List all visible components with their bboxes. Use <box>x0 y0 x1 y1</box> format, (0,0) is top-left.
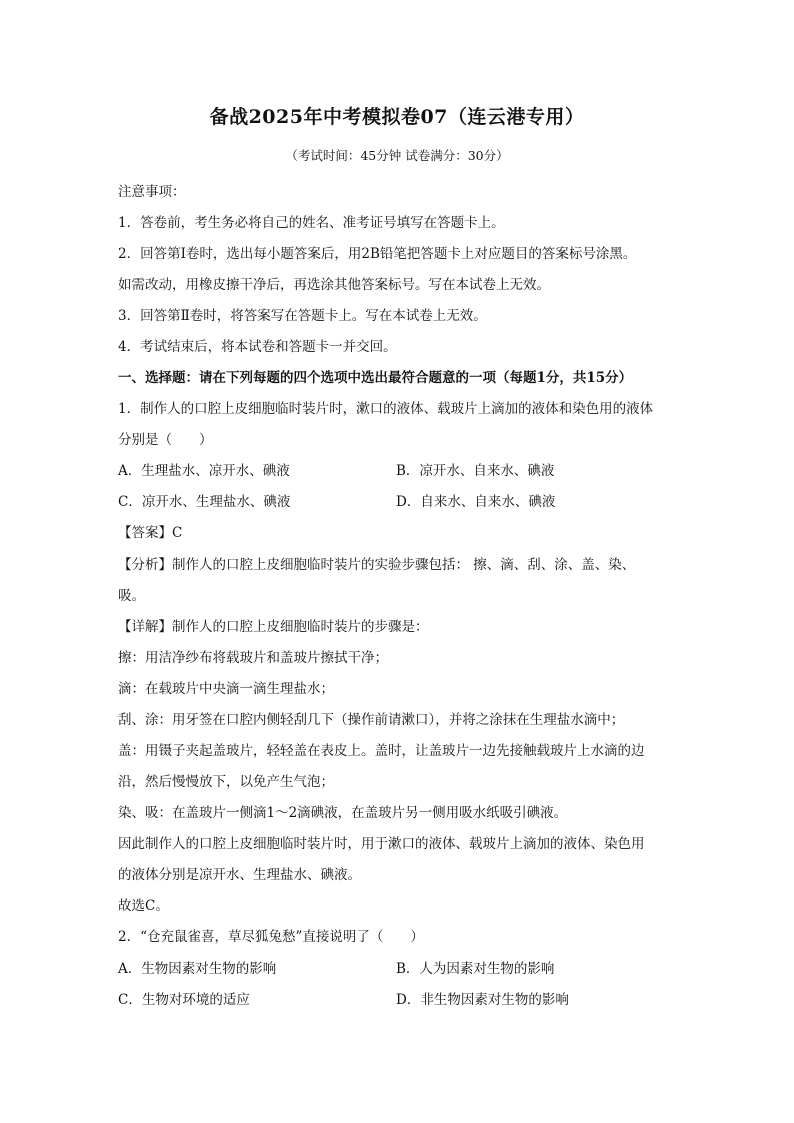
notice-item: 如需改动，用橡皮擦干净后，再选涂其他答案标号。写在本试卷上无效。 <box>118 277 550 293</box>
notice-item: 1．答卷前，考生务必将自己的姓名、准考证号填写在答题卡上。 <box>118 215 505 231</box>
detail-line: 因此制作人的口腔上皮细胞临时装片时，用于漱口的液体、载玻片上滴加的液体、染色用 <box>118 836 645 852</box>
detail-line: 擦：用洁净纱布将载玻片和盖玻片擦拭干净； <box>118 650 388 666</box>
detail-line: 沿，然后慢慢放下，以免产生气泡； <box>118 774 334 790</box>
question-1-option-a: A．生理盐水、凉开水、碘液 <box>118 463 290 479</box>
detail-line: 刮、涂：用牙签在口腔内侧轻刮几下（操作前请漱口），并将之涂抹在生理盐水滴中； <box>118 712 625 728</box>
detail-line: 滴：在载玻片中央滴一滴生理盐水； <box>118 681 334 697</box>
section-heading: 一、选择题：请在下列每题的四个选项中选出最符合题意的一项（每题1分，共15分） <box>118 370 633 386</box>
page-title: 备战2025年中考模拟卷07（连云港专用） <box>209 106 585 128</box>
analysis: 【分析】制作人的口腔上皮细胞临时装片的实验步骤包括： 擦、滴、刮、涂、盖、染、 <box>118 557 636 573</box>
notice-item: 4．考试结束后，将本试卷和答题卡一并交回。 <box>118 339 397 355</box>
detail-line: 盖：用镊子夹起盖玻片，轻轻盖在表皮上。盖时，让盖玻片一边先接触载玻片上水滴的边 <box>118 743 645 759</box>
question-2-option-c: C．生物对环境的适应 <box>118 992 250 1008</box>
notice-item: 2．回答第Ⅰ卷时，选出每小题答案后，用2B铅笔把答题卡上对应题目的答案标号涂黑。 <box>118 246 637 262</box>
question-1-stem: 分别是（ ） <box>118 432 213 448</box>
question-1-stem: 1．制作人的口腔上皮细胞临时装片时，漱口的液体、载玻片上滴加的液体和染色用的液体 <box>118 401 654 417</box>
answer: 【答案】C <box>118 525 183 541</box>
exam-info: （考试时间：45分钟 试卷满分：30分） <box>285 148 509 163</box>
question-2-stem: 2．“仓充鼠雀喜，草尽狐兔愁”直接说明了（ ） <box>118 929 424 945</box>
detail-line: 染、吸：在盖玻片一侧滴1～2滴碘液，在盖玻片另一侧用吸水纸吸引碘液。 <box>118 805 568 821</box>
analysis: 吸。 <box>118 588 145 604</box>
choice-conclusion: 故选C。 <box>118 898 169 914</box>
notice-heading: 注意事项： <box>118 184 186 200</box>
notice-item: 3．回答第Ⅱ卷时，将答案写在答题卡上。写在本试卷上无效。 <box>118 308 487 324</box>
question-2-option-b: B．人为因素对生物的影响 <box>396 961 555 977</box>
question-2-option-d: D．非生物因素对生物的影响 <box>396 992 569 1008</box>
question-2-option-a: A．生物因素对生物的影响 <box>118 961 277 977</box>
question-1-option-c: C．凉开水、生理盐水、碘液 <box>118 494 291 510</box>
detail-line: 的液体分别是凉开水、生理盐水、碘液。 <box>118 867 361 883</box>
question-1-option-d: D．自来水、自来水、碘液 <box>396 494 556 510</box>
detail-line: 【详解】制作人的口腔上皮细胞临时装片的步骤是： <box>118 619 429 635</box>
question-1-option-b: B．凉开水、自来水、碘液 <box>396 463 555 479</box>
